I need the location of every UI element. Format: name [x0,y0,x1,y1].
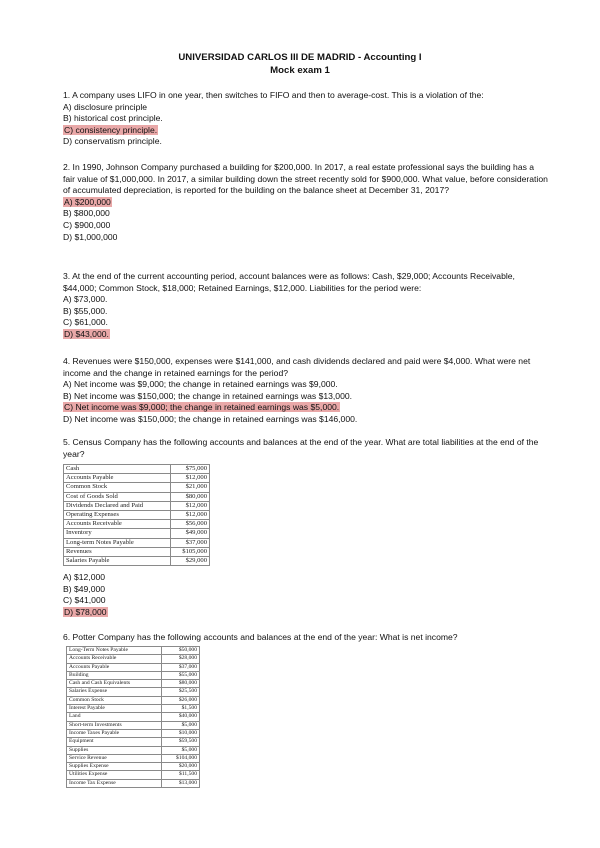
account-name: Salaries Expense [67,688,162,696]
account-name: Dividends Declared and Paid [64,501,171,510]
account-name: Common Stock [64,483,171,492]
option-b: B) historical cost principle. [63,113,163,124]
account-balance: $75,000 [171,465,210,474]
account-balance: $25,500 [162,688,200,696]
census-accounts-table [63,464,210,566]
table-row [67,729,200,737]
table-row [64,474,210,483]
table-row [64,511,210,520]
question-text: 3. At the end of the current accounting period, account balances were as follows: Cash, $29,000; Accounts Receivable, $44,000; Common Stock, $18,000; Retained Earnings, $12,000. Liabilities for the period were: [63,271,515,293]
account-name: Accounts Receivable [67,655,162,663]
question-text: 2. In 1990, Johnson Company purchased a building for $200,000. In 2017, a real estate professional says the building has a fair value of $1,000,000. In 2017, a similar building down the street recently sold for $900,000. What value, before consideration of accumulated depreciation, is reported for the building on the balance sheet at December 31, 2017? [63,162,548,196]
account-balance: $104,000 [162,754,200,762]
account-name: Accounts Payable [67,663,162,671]
question-3 [63,271,548,341]
table-row [67,721,200,729]
account-name: Utilities Expense [67,771,162,779]
table-row [64,483,210,492]
account-balance: $105,000 [171,547,210,556]
account-name: Interest Payable [67,705,162,713]
question-2 [63,162,548,243]
account-name: Accounts Payable [64,474,171,483]
potter-accounts-table [66,646,200,788]
option-d-highlighted: D) $43,000. [64,328,109,339]
option-a: A) disclosure principle [63,101,148,112]
account-balance: $1,500 [162,705,200,713]
table-row [67,713,200,721]
table-row [64,492,210,501]
table-row [64,557,210,566]
account-name: Land [67,713,162,721]
account-name: Inventory [64,529,171,538]
question-text: 6. Potter Company has the following accounts and balances at the end of the year: What is net income? [63,632,458,642]
table-row [64,501,210,510]
account-balance: $37,000 [171,538,210,547]
question-5-options [63,572,548,618]
table-row [67,655,200,663]
account-balance: $37,000 [162,663,200,671]
account-name: Long-Term Notes Payable [67,647,162,655]
table-row [64,529,210,538]
page-title: UNIVERSIDAD CARLOS III DE MADRID - Accounting I [178,52,422,63]
option-a: A) Net income was $9,000; the change in retained earnings was $9,000. [63,379,338,390]
account-name: Building [67,671,162,679]
account-name: Operating Expenses [64,511,171,520]
account-name: Cash [64,465,171,474]
account-name: Income Tax Expense [67,779,162,787]
table-row [67,779,200,787]
option-d: D) Net income was $150,000; the change in retained earnings was $146,000. [63,413,358,424]
account-balance: $20,000 [162,763,200,771]
option-a: A) $73,000. [63,294,108,305]
table-row [64,465,210,474]
account-balance: $26,000 [162,696,200,704]
account-balance: $12,000 [171,501,210,510]
option-d: D) conservatism principle. [63,136,162,147]
account-name: Cost of Goods Sold [64,492,171,501]
account-balance: $11,500 [162,771,200,779]
option-b: B) $49,000 [63,583,106,594]
question-5 [63,437,548,460]
table-row [64,547,210,556]
account-balance: $29,000 [171,557,210,566]
table-row [64,520,210,529]
table-row [67,771,200,779]
option-c-highlighted: C) Net income was $9,000; the change in retained earnings was $5,000. [64,402,340,413]
question-4 [63,356,548,426]
option-b: B) $55,000. [63,305,108,316]
option-c: C) $900,000 [63,219,111,230]
table-row [67,746,200,754]
option-c: C) $61,000. [63,317,108,328]
account-balance: $10,000 [162,729,200,737]
account-name: Short-term Investments [67,721,162,729]
account-balance: $55,000 [162,671,200,679]
account-balance: $50,000 [162,647,200,655]
account-balance: $80,000 [162,680,200,688]
account-balance: $56,000 [171,520,210,529]
account-balance: $13,000 [162,779,200,787]
option-d-highlighted: D) $78,000 [64,606,107,617]
question-1 [63,90,548,148]
table-row [67,696,200,704]
account-name: Supplies [67,746,162,754]
table-row [67,763,200,771]
option-c-highlighted: C) consistency principle. [64,124,158,135]
question-text: 5. Census Company has the following accounts and balances at the end of the year. What are total liabilities at the end of the year? [63,437,539,459]
account-balance: $12,000 [171,511,210,520]
account-name: Income Taxes Payable [67,729,162,737]
option-b: B) Net income was $150,000; the change in retained earnings was $13,000. [63,390,353,401]
table-row [67,705,200,713]
table-row [67,647,200,655]
account-balance: $21,000 [171,483,210,492]
account-name: Service Revenue [67,754,162,762]
option-a: A) $12,000 [63,572,106,582]
account-balance: $28,000 [162,655,200,663]
question-text: 1. A company uses LIFO in one year, then switches to FIFO and then to average-cost. This is a violation of the: [63,90,484,100]
account-name: Accounts Receivable [64,520,171,529]
table-row [67,671,200,679]
account-name: Long-term Notes Payable [64,538,171,547]
account-balance: $40,000 [162,713,200,721]
option-c: C) $41,000 [63,595,106,606]
account-balance: $12,000 [171,474,210,483]
table-row [67,663,200,671]
account-name: Common Stock [67,696,162,704]
table-row [64,538,210,547]
account-name: Revenues [64,547,171,556]
page-subtitle: Mock exam 1 [270,65,330,76]
table-row [67,738,200,746]
table-row [67,688,200,696]
question-6 [63,632,548,644]
account-balance: $80,000 [171,492,210,501]
account-balance: $5,000 [162,721,200,729]
account-name: Supplies Expense [67,763,162,771]
table-row [67,754,200,762]
account-balance: $59,500 [162,738,200,746]
option-a-highlighted: A) $200,000 [64,196,111,207]
account-name: Equipment [67,738,162,746]
account-balance: $5,000 [162,746,200,754]
option-b: B) $800,000 [63,208,110,219]
option-d: D) $1,000,000 [63,231,118,242]
question-text: 4. Revenues were $150,000, expenses were $141,000, and cash dividends declared and paid were $4,000. What were net income and the change in retained earnings for the period? [63,356,531,378]
account-name: Cash and Cash Equivalents [67,680,162,688]
account-balance: $49,000 [171,529,210,538]
table-row [67,680,200,688]
account-name: Salaries Payable [64,557,171,566]
